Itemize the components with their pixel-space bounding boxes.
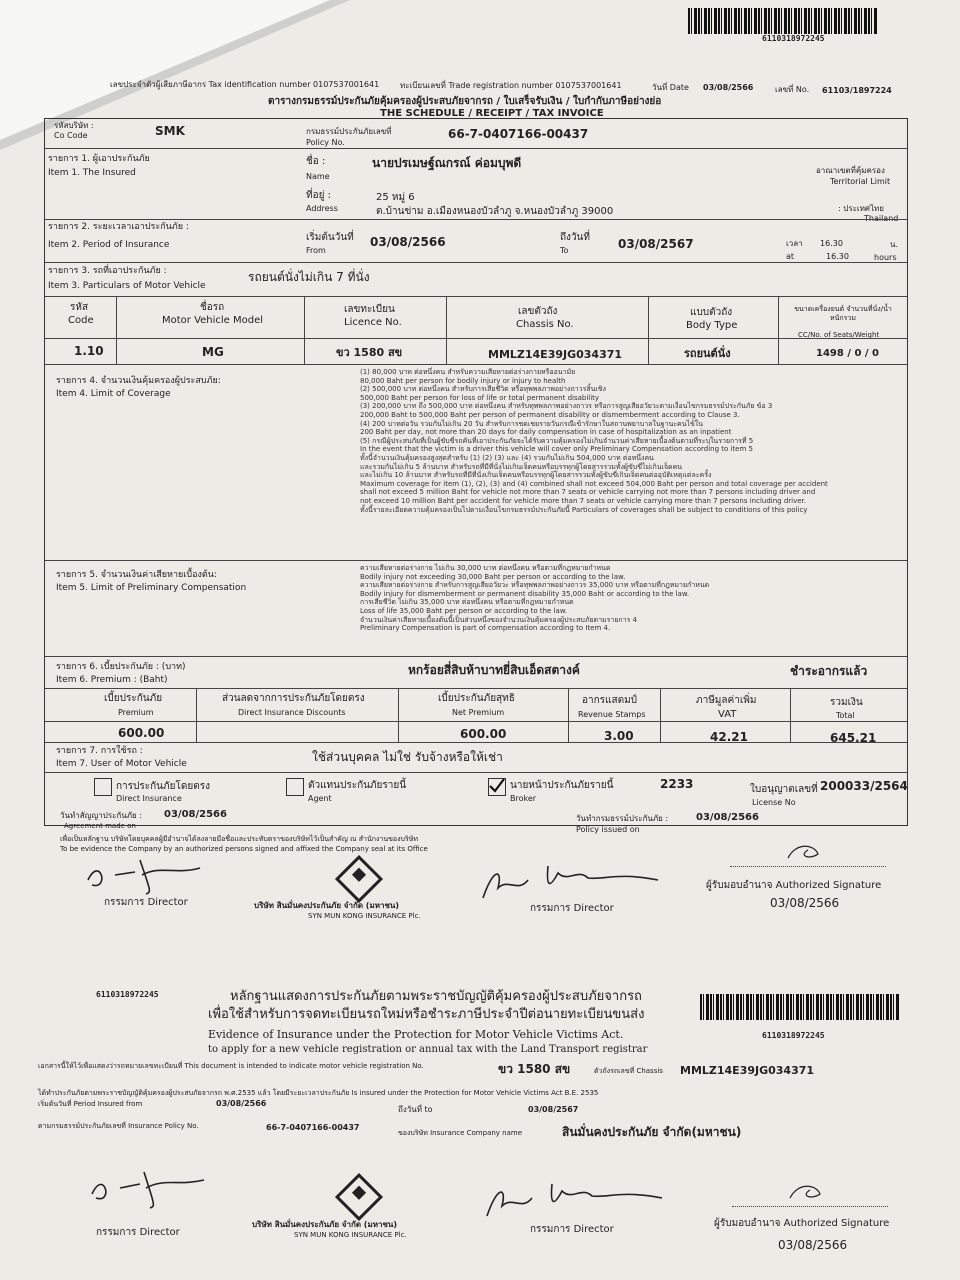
address-label-th: ที่อยู่ :: [306, 190, 332, 201]
col-engine-th: ขนาดเครื่องยนต์ จำนวนที่นั่ง/น้ำหนักรวม: [794, 305, 892, 322]
period-to-label: ถึงวันที่ to: [398, 1105, 433, 1114]
authorized-signature: [784, 840, 824, 864]
authorized-label: ผู้รับมอบอำนาจ Authorized Signature: [706, 880, 882, 891]
policy-number: 66-7-0407166-00437: [448, 127, 589, 141]
director-signature-2: [478, 858, 668, 908]
item5-label-en: Item 5. Limit of Preliminary Compensation: [56, 583, 247, 593]
evidence-authorized-signature: [786, 1180, 826, 1204]
evidence-director-label-1: กรรมการ Director: [96, 1227, 180, 1238]
divider: [648, 296, 649, 364]
evidence-title-en-2: to apply for a new vehicle registration or annual tax with the Land Transport registrar: [208, 1044, 648, 1055]
item6-label-th: รายการ 6. เบี้ยประกันภัย : (บาท): [56, 662, 186, 672]
check-icon: [488, 777, 506, 795]
coverage-text: (1) 80,000 บาท ต่อหนึ่งคน สำหรับความเสียหายต่อร่างกายหรืออนามัย 80,000 Baht per person for bodily injury or injury to health (2) 500,000 บาท ต่อหนึ่งคน สำหรับการเสียชีวิต หรือทุพพลภาพอย่างถาวรสิ้นเชิง 500,000 Baht per person for loss of life or total permanent disability (3) 200,000 บาท ถึง 500,000 บาท ต่อหนึ่งคน สำหรับทุพพลภาพอย่างถาวร หรือการสูญเสียอวัยวะตามเงื่อนไขกรมธรรม์ประกันภัย ข้อ 3 200,000 Baht to 500,000 Baht per person of permanent disability or dismemberment according to Clause 3. (4) 200 บาทต่อวัน รวมกันไม่เกิน 20 วัน สำหรับการชดเชยรายวันกรณีเข้ารักษาในสถานพยาบาลในฐานะคนไข้ใน 200 Baht per day, not more than 20 days for daily compensation in case of hospitalization as an inpatient (5) กรณีผู้ประสบภัยที่เป็นผู้ขับขี่รถคันที่เอาประกันภัยจะได้รับความคุ้มครองไม่เกินจำนวนค่าเสียหายเบื้องต้นตามที่ระบุในรายการที่ 5 In the event that the victim is a driver this vehicle will cover only Preliminary Compensation according to item 5 ทั้งนี้จำนวนเงินคุ้มครองสูงสุดสำหรับ (1) (2) (3) และ (4) รวมกันไม่เกิน 504,000 บาท ต่อหนึ่งคน และรวมกันไม่เกิน 5 ล้านบาท สำหรับรถที่มีที่นั่งไม่เกินเจ็ดคนหรือบรรทุกผู้โดยสารรวมทั้งผู้ขับขี่ไม่เกินเจ็ดคน และไม่เกิน 10 ล้านบาท สำหรับรถที่มีที่นั่งเกินเจ็ดคนหรือบรรทุกผู้โดยสารรวมทั้งผู้ขับขี่เกินเจ็ดคนต่ออุบัติเหตุแต่ละครั้ง Maximum coverage for item (1), (2), (3) and (4) combined shall not exceed 504,000 Baht per person and total coverage per accident shall not exceed 5 million Baht for vehicle not more than 7 seats or vehicle carrying not more than 7 persons including driver and not exceed 10 million Baht per accident for vehicle more than 7 seats or vehicle carrying more than 7 persons including driver. ทั้งนี้รายละเอียดความคุ้มครองเป็นไปตามเงื่อนไขกรมธรรม์ประกันภัยนี้ Particulars of coverages shall be subject to conditions of this policy: [360, 368, 828, 514]
divider: [398, 688, 399, 742]
licence-number: ขว 1580 สข: [336, 346, 403, 359]
col-vat-en: VAT: [718, 709, 737, 720]
item7-label-en: Item 7. User of Motor Vehicle: [56, 759, 187, 769]
item3-label-en: Item 3. Particulars of Motor Vehicle: [48, 281, 206, 291]
chassis-label: ตัวถังรถเลขที่ Chassis: [594, 1067, 663, 1075]
divider: [304, 296, 305, 364]
evidence-barcode-number-left: 6110318972245: [96, 990, 159, 999]
co-code-value: SMK: [155, 124, 185, 138]
date-value: 03/08/2566: [703, 83, 754, 92]
territory-label-en: Territorial Limit: [830, 177, 891, 186]
time-label-en: at: [786, 252, 795, 261]
to-label-th: ถึงวันที่: [560, 232, 590, 243]
license-label-th: ใบอนุญาตเลขที่: [750, 784, 818, 795]
evidence-barcode-number-right: 6110318972245: [762, 1031, 825, 1040]
item1-label-en: Item 1. The Insured: [48, 168, 136, 178]
broker-checkbox[interactable]: [488, 778, 506, 796]
evidence-director-signature-1: [84, 1160, 214, 1210]
divider: [45, 262, 907, 263]
agent-label-en: Agent: [308, 794, 332, 803]
item2-label-th: รายการ 2. ระยะเวลาเอาประกันภัย :: [48, 222, 189, 232]
license-label-en: License No: [752, 798, 796, 807]
co-code-label-th: รหัสบริษัท :: [54, 121, 94, 130]
policy-label-en: Policy No.: [306, 138, 345, 147]
authorized-date: 03/08/2566: [770, 896, 840, 910]
barcode-evidence: [700, 994, 900, 1020]
agreement-date: 03/08/2566: [164, 809, 227, 820]
address-line1: 25 หมู่ 6: [376, 192, 415, 203]
col-net-en: Net Premium: [452, 708, 505, 717]
col-model-th: ชื่อรถ: [200, 302, 225, 313]
trade-reg-line: ทะเบียนเลขที่ Trade registration number 0107537001641: [400, 81, 622, 90]
date-label: วันที่ Date: [652, 83, 689, 92]
divider: [660, 688, 661, 742]
evidence-director-signature-2: [482, 1176, 672, 1226]
issued-label-th: วันทำกรมธรรม์ประกันภัย :: [576, 814, 669, 823]
vat-value: 42.21: [710, 730, 748, 744]
col-total-en: Total: [836, 711, 855, 720]
registration-number: ขว 1580 สข: [498, 1062, 571, 1076]
evidence-period-from: 03/08/2566: [216, 1099, 267, 1108]
evidence-company-name: สินมั่นคงประกันภัย จำกัด(มหาชน): [562, 1125, 742, 1139]
item2-label-en: Item 2. Period of Insurance: [48, 240, 170, 250]
from-label-th: เริ่มต้นวันที่: [306, 232, 354, 243]
engine-seats-weight: 1498 / 0 / 0: [816, 348, 879, 359]
chassis-number: MMLZ14E39JG034371: [488, 348, 623, 361]
divider: [45, 772, 907, 773]
stamps-value: 3.00: [604, 729, 634, 743]
col-net-th: เบี้ยประกันภัยสุทธิ: [438, 693, 515, 704]
col-premium-th: เบี้ยประกันภัย: [104, 693, 163, 704]
item6-label-en: Item 6. Premium : (Baht): [56, 675, 168, 685]
evidence-authorized-date: 03/08/2566: [778, 1238, 848, 1252]
vehicle-model: MG: [202, 345, 224, 359]
evidence-director-label-2: กรรมการ Director: [530, 1224, 614, 1235]
company-name-en: SYN MUN KONG INSURANCE Plc.: [308, 912, 421, 920]
vehicle-code: 1.10: [74, 344, 104, 358]
agreement-label-en: Agreement made on: [64, 822, 136, 830]
title-english: THE SCHEDULE / RECEIPT / TAX INVOICE: [380, 108, 604, 119]
title-thai: ตารางกรมธรรม์ประกันภัยคุ้มครองผู้ประสบภัยจากรถ / ใบเสร็จรับเงิน / ใบกำกับภาษีอย่างย่อ: [268, 96, 662, 107]
evidence-policy-number: 66-7-0407166-00437: [266, 1123, 360, 1132]
barcode-top-number: 6110318972245: [762, 34, 825, 43]
direct-insurance-checkbox[interactable]: [94, 778, 112, 796]
time-value-2: 16.30: [826, 252, 849, 261]
divider: [45, 721, 907, 722]
col-vat-th: ภาษีมูลค่าเพิ่ม: [696, 695, 757, 706]
company-logo: [335, 855, 383, 903]
direct-label-en: Direct Insurance: [116, 794, 182, 803]
evidence-statement-en: To be evidence the Company by an authorized persons signed and affixed the Company seal at its Office: [60, 845, 428, 853]
policy-label-th: กรมธรรม์ประกันภัยเลขที่: [306, 127, 392, 136]
divider: [790, 688, 791, 742]
divider: [778, 296, 779, 364]
premium-in-words: หกร้อยสี่สิบห้าบาทยี่สิบเอ็ดสตางค์: [408, 663, 580, 677]
col-chassis-en: Chassis No.: [516, 319, 574, 330]
vehicle-type: รถยนต์นั่งไม่เกิน 7 ที่นั่ง: [248, 270, 370, 284]
tax-id-line: เลขประจำตัวผู้เสียภาษีอากร Tax identification number 0107537001641: [110, 80, 380, 89]
divider: [45, 364, 907, 365]
from-label-en: From: [306, 246, 326, 255]
col-licence-en: Licence No.: [344, 317, 402, 328]
evidence-company-th: บริษัท สินมั่นคงประกันภัย จำกัด (มหาชน): [252, 1220, 398, 1229]
divider: [45, 742, 907, 743]
issued-label-en: Policy issued on: [576, 825, 640, 834]
divider: [45, 656, 907, 657]
evidence-signature-line: [732, 1206, 888, 1207]
insured-name: นายปรเมษฐ์ณกรณ์ ค่อมบุพดี: [372, 156, 522, 170]
col-code-en: Code: [68, 315, 94, 326]
item5-label-th: รายการ 5. จำนวนเงินค่าเสียหายเบื้องต้น:: [56, 570, 217, 580]
divider: [446, 296, 447, 364]
license-number: 200033/2564: [820, 779, 908, 793]
hours-label-en: hours: [874, 253, 897, 262]
policy-no-label: ตามกรมธรรม์ประกันภัยเลขที่ Insurance Policy No.: [38, 1122, 199, 1130]
divider: [45, 219, 907, 220]
territory-value-th: : ประเทศไทย: [838, 204, 884, 213]
total-value: 645.21: [830, 731, 877, 745]
registration-line: เอกสารนี้ให้ไว้เพื่อแสดงว่ารถหมายเลขทะเบียนที่ This document is intended to indicate motor vehicle registration No.: [38, 1062, 424, 1070]
evidence-period-to: 03/08/2567: [528, 1105, 579, 1114]
evidence-statement-th: เพื่อเป็นหลักฐาน บริษัทโดยบุคคลผู้มีอำนาจได้ลงลายมือชื่อและประทับตราของบริษัทไว้เป็นสำคัญ ณ สำนักงานของบริษัท: [60, 835, 418, 843]
col-body-th: แบบตัวถัง: [690, 307, 733, 318]
col-discount-en: Direct Insurance Discounts: [238, 708, 346, 717]
col-model-en: Motor Vehicle Model: [162, 315, 264, 326]
item4-label-en: Item 4. Limit of Coverage: [56, 389, 171, 399]
evidence-company-logo: [335, 1173, 383, 1221]
evidence-authorized-label: ผู้รับมอบอำนาจ Authorized Signature: [714, 1218, 890, 1229]
director-label-2: กรรมการ Director: [530, 903, 614, 914]
item7-label-th: รายการ 7. การใช้รถ :: [56, 746, 143, 756]
time-label-th: เวลา: [786, 239, 803, 248]
period-to: 03/08/2567: [618, 237, 694, 251]
name-label-en: Name: [306, 172, 330, 181]
name-label-th: ชื่อ :: [306, 156, 326, 167]
col-discount-th: ส่วนลดจากการประกันภัยโดยตรง: [222, 693, 365, 704]
col-stamps-th: อากรแสตมป์: [582, 695, 638, 706]
to-label-en: To: [560, 246, 569, 255]
col-body-en: Body Type: [686, 320, 738, 331]
col-engine-en: CC/No. of Seats/Weight: [798, 331, 880, 339]
company-name-label: ของบริษัท Insurance Company name: [398, 1129, 523, 1137]
item1-label-th: รายการ 1. ผู้เอาประกันภัย: [48, 154, 150, 164]
agent-label-th: ตัวแทนประกันภัยรายนี้: [308, 780, 407, 791]
preliminary-text: ความเสียหายต่อร่างกาย ไม่เกิน 30,000 บาท ต่อหนึ่งคน หรือตามที่กฎหมายกำหนด Bodily injury not exceeding 30,000 Baht per person or according to the law. ความเสียหายต่อร่างกาย สำหรับการสูญเสียอวัยวะ หรือทุพพลภาพอย่างถาวร 35,000 บาท หรือตามที่กฎหมายกำหนด Bodily injury for dismemberment or permanent disability 35,000 Baht or according to the law. การเสียชีวิต ไม่เกิน 35,000 บาท ต่อหนึ่งคน หรือตามที่กฎหมายกำหนด Loss of life 35,000 Baht per person or according to the law. จำนวนเงินค่าเสียหายเบื้องต้นนี้เป็นส่วนหนึ่งของจำนวนเงินคุ้มครองผู้ประสบภัยตามรายการ 4 Preliminary Compensation is part of compensation according to Item 4.: [360, 564, 710, 633]
doc-no-label: เลขที่ No.: [775, 85, 810, 94]
premium-value: 600.00: [118, 726, 165, 740]
time-value-1: 16.30: [820, 239, 843, 248]
broker-code: 2233: [660, 777, 694, 791]
item3-label-th: รายการ 3. รถที่เอาประกันภัย :: [48, 266, 167, 276]
divider: [116, 296, 117, 364]
signature-line: [730, 866, 886, 867]
period-from: 03/08/2566: [370, 235, 446, 249]
col-code-th: รหัส: [70, 302, 89, 313]
stamp-duty-paid: ชำระอากรแล้ว: [790, 664, 868, 678]
territory-value-en: Thailand: [864, 214, 899, 223]
divider: [45, 338, 907, 339]
col-premium-en: Premium: [118, 708, 154, 717]
divider: [196, 688, 197, 742]
address-label-en: Address: [306, 204, 338, 213]
evidence-chassis: MMLZ14E39JG034371: [680, 1064, 815, 1077]
divider: [568, 688, 569, 742]
issued-date: 03/08/2566: [696, 812, 759, 823]
agent-checkbox[interactable]: [286, 778, 304, 796]
director-signature-1: [80, 850, 210, 895]
barcode-top: [688, 8, 878, 34]
doc-no-value: 61103/1897224: [822, 86, 892, 95]
item4-label-th: รายการ 4. จำนวนเงินคุ้มครองผู้ประสบภัย:: [56, 376, 221, 386]
period-from-label: เริ่มต้นวันที่ Period Insured from: [38, 1100, 143, 1108]
divider: [45, 148, 907, 149]
act-line: ได้ทำประกันภัยตามพระราชบัญญัติคุ้มครองผู้ประสบภัยจากรถ พ.ศ.2535 แล้ว โดยมีระยะเวลาประกันภัย Is insured under the Protection for Motor Vehicle Victims Act B.E. 2535: [38, 1089, 599, 1097]
vehicle-usage: ใช้ส่วนบุคคล ไม่ใช่ รับจ้างหรือให้เช่า: [312, 750, 503, 764]
company-name-th: บริษัท สินมั่นคงประกันภัย จำกัด (มหาชน): [254, 901, 400, 910]
net-premium-value: 600.00: [460, 727, 507, 741]
evidence-title-th-2: เพื่อใช้สำหรับการจดทะเบียนรถใหม่หรือชำระภาษีประจำปีต่อนายทะเบียนขนส่ง: [208, 1007, 645, 1022]
evidence-company-en: SYN MUN KONG INSURANCE Plc.: [294, 1231, 407, 1239]
col-licence-th: เลขทะเบียน: [344, 304, 395, 315]
evidence-title-th-1: หลักฐานแสดงการประกันภัยตามพระราชบัญญัติคุ้มครองผู้ประสบภัยจากรถ: [230, 989, 642, 1004]
col-chassis-th: เลขตัวถัง: [518, 306, 558, 317]
co-code-label-en: Co Code: [54, 131, 88, 140]
body-type: รถยนต์นั่ง: [684, 347, 731, 360]
director-label-1: กรรมการ Director: [104, 897, 188, 908]
broker-label-en: Broker: [510, 794, 537, 803]
direct-label-th: การประกันภัยโดยตรง: [116, 781, 210, 792]
evidence-title-en-1: Evidence of Insurance under the Protection for Motor Vehicle Victims Act.: [208, 1028, 624, 1041]
territory-label-th: อาณาเขตที่คุ้มครอง: [816, 166, 885, 175]
address-line2: ต.บ้านข่าม อ.เมืองหนองบัวลำภู จ.หนองบัวลำภู 39000: [376, 206, 614, 217]
col-stamps-en: Revenue Stamps: [578, 710, 646, 719]
broker-label-th: นายหน้าประกันภัยรายนี้: [510, 780, 614, 791]
agreement-label-th: วันทำสัญญาประกันภัย :: [60, 811, 142, 820]
divider: [45, 560, 907, 561]
divider: [45, 688, 907, 689]
col-total-th: รวมเงิน: [830, 697, 863, 708]
hours-label-th: น.: [890, 240, 899, 249]
